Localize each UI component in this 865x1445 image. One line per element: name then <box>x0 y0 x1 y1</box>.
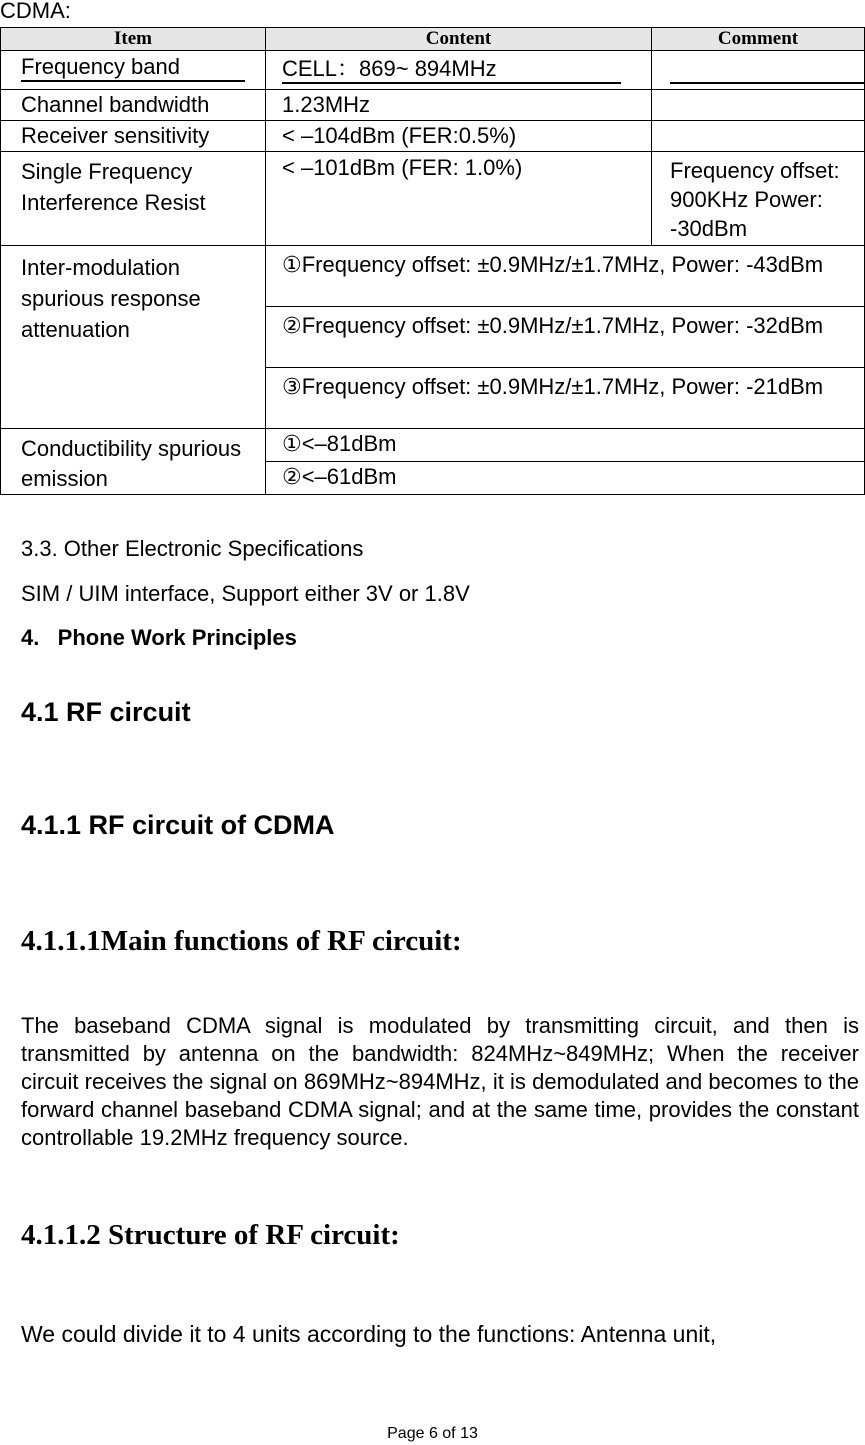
item-cell: Conductibility spurious emission <box>1 429 266 495</box>
heading-4-1-1: 4.1.1 RF circuit of CDMA <box>21 810 335 840</box>
table-row <box>1 152 865 246</box>
content-cell: ①Frequency offset: ±0.9MHz/±1.7MHz, Power: -43dBm <box>266 246 865 307</box>
comment-cell <box>652 121 865 152</box>
content-text: CELL：869~ 894MHz <box>282 57 621 84</box>
table-header-row <box>1 28 865 51</box>
table-row <box>1 90 865 121</box>
content-cell: ①<–81dBm <box>266 429 865 462</box>
table-row <box>1 246 865 307</box>
heading-4: 4. Phone Work Principles <box>21 625 297 650</box>
heading-4-1-1-2: 4.1.1.2 Structure of RF circuit: <box>21 1219 400 1251</box>
heading-4-1-1-1: 4.1.1.1Main functions of RF circuit: <box>21 925 462 957</box>
item-cell: Single Frequency Interference Resist <box>1 152 266 246</box>
header-content: Content <box>266 28 652 51</box>
paragraph-main: The baseband CDMA signal is modulated by transmitting circuit, and then is transmitted by antenna on the bandwidth: 824MHz~849MHz; When the receiver circuit receives the signal on 869MHz~894MHz, it is demodulated and becomes to the forward channel baseband CDMA signal; and at the same time, provides the constant controllable 19.2MHz frequency source. <box>21 1013 859 1150</box>
content-cell: < –104dBm (FER:0.5%) <box>266 121 652 152</box>
content-cell: ③Frequency offset: ±0.9MHz/±1.7MHz, Power: -21dBm <box>266 368 865 429</box>
content-cell: < –101dBm (FER: 1.0%) <box>266 152 652 246</box>
paragraph-structure: We could divide it to 4 units according to the functions: Antenna unit, <box>21 1321 717 1347</box>
other-specs-heading: 3.3. Other Electronic Specifications <box>21 536 364 561</box>
specification-table <box>0 27 865 495</box>
content-cell: ②Frequency offset: ±0.9MHz/±1.7MHz, Power: -32dBm <box>266 307 865 368</box>
header-item: Item <box>1 28 266 51</box>
comment-cell: Frequency offset: 900KHz Power: -30dBm <box>652 152 865 246</box>
heading-4-1: 4.1 RF circuit <box>21 697 191 727</box>
item-cell: Receiver sensitivity <box>1 121 266 152</box>
content-cell: ②<–61dBm <box>266 462 865 495</box>
item-text: Frequency band <box>21 55 245 82</box>
item-cell <box>1 51 266 90</box>
table-row <box>1 51 865 90</box>
page-footer: Page 6 of 13 <box>387 1425 478 1442</box>
comment-text <box>670 57 864 84</box>
content-cell <box>266 51 652 90</box>
table-row <box>1 121 865 152</box>
comment-cell <box>652 51 865 90</box>
item-cell: Channel bandwidth <box>1 90 266 121</box>
sim-line: SIM / UIM interface, Support either 3V or 1.8V <box>21 581 470 606</box>
content-cell: 1.23MHz <box>266 90 652 121</box>
comment-cell <box>652 90 865 121</box>
section-label: CDMA: <box>0 0 71 23</box>
header-comment: Comment <box>652 28 865 51</box>
table-row <box>1 429 865 462</box>
item-cell: Inter-modulation spurious response attenuation <box>1 246 266 429</box>
